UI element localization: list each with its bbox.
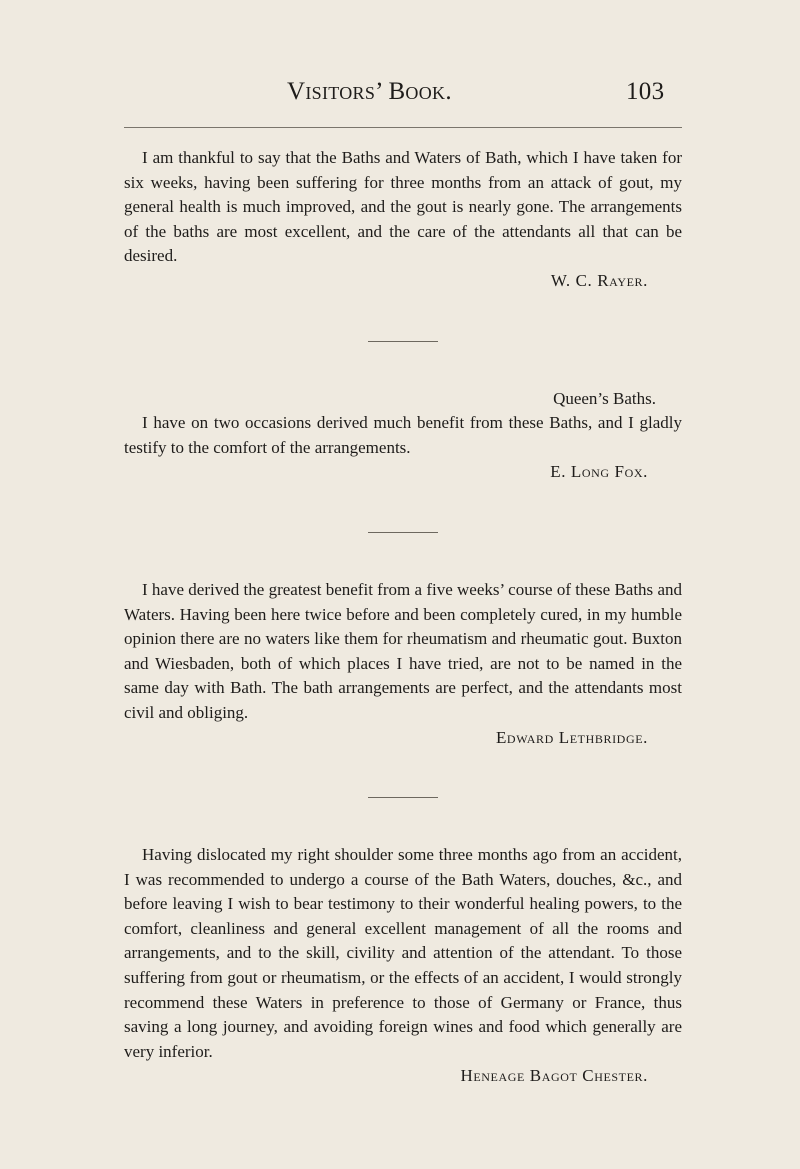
entry-signature: Heneage Bagot Chester. xyxy=(460,1066,648,1086)
running-title: Visitors’ Book. xyxy=(287,78,452,105)
visitor-entry xyxy=(124,843,682,1089)
entry-separator xyxy=(368,532,438,533)
entry-text: Having dislocated my right shoulder some three months ago from an accident, I was recommended to undergo a course of the Bath Waters, douches, &c., and before leaving I wish to bear testimony to their wonderful healing powers, to the comfort, cleanliness and general excellent management of all the rooms and arrangements, and to the skill, civility and attention of the attendant. To those suffering from gout or rheumatism, or the effects of an accident, I would strongly recommend these Waters in preference to those of Germany or France, thus saving a long journey, and avoiding foreign wines and food which generally are very inferior. xyxy=(124,845,682,1061)
entry-text: I have derived the greatest benefit from a five weeks’ course of these Baths and Waters. Having been here twice before and been completely cured, in my humble opinion there are no waters like them for rheumatism and rheumatic gout. Buxton and Wiesbaden, both of which places I have tried, are not to be named in the same day with Bath. The bath arrangements are perfect, and the attendants most civil and obliging. xyxy=(124,579,682,722)
entry-signature: Edward Lethbridge. xyxy=(495,727,648,747)
page-body xyxy=(124,146,682,1089)
entry-signature: E. Long Fox. xyxy=(550,462,648,482)
entry-text: I have on two occasions derived much benefit from these Baths, and I gladly testify to the comfort of the arrangements. xyxy=(124,413,682,457)
entry-separator xyxy=(368,797,438,798)
entry-text: I am thankful to say that the Baths and Waters of Bath, which I have taken for six weeks, having been suffering for three months from an attack of gout, my general health is much improved, and the gout is nearly gone. The arrangements of the baths are most excellent, and the care of the attendants all that can be desired. xyxy=(124,148,682,266)
entry-separator xyxy=(368,341,438,342)
entry-place: Queen’s Baths. xyxy=(553,388,656,408)
header-rule xyxy=(124,127,682,128)
visitor-entry xyxy=(124,578,682,750)
visitor-entry xyxy=(124,146,682,294)
entry-signature: W. C. Rayer. xyxy=(550,270,648,290)
page-number: 103 xyxy=(626,78,665,105)
visitor-entry xyxy=(124,387,682,485)
